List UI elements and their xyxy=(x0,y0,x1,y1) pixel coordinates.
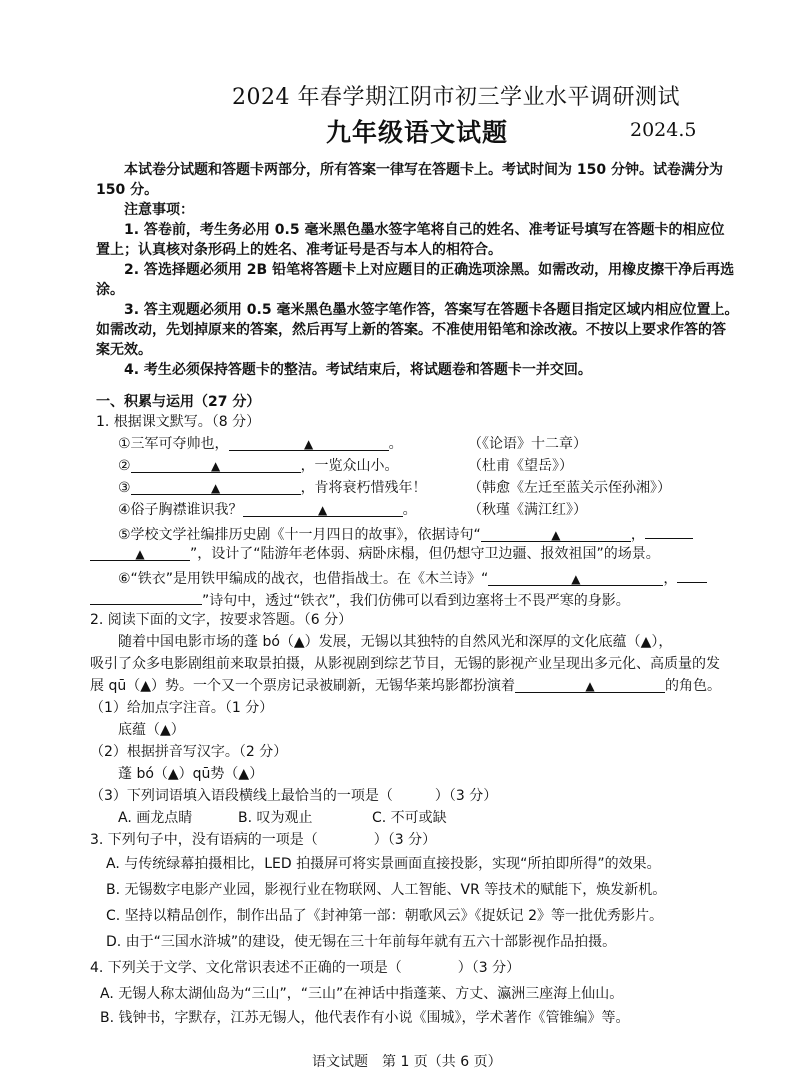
option-b[interactable]: B. 叹为观止 xyxy=(238,810,313,826)
answer-blank[interactable]: ▲ xyxy=(229,434,389,451)
reading-paragraph: 随着中国电影市场的蓬 bó（▲）发展，无锡以其独特的自然风光和深厚的文化底蕴（▲）， xyxy=(118,634,673,650)
answer-blank[interactable]: ▲ xyxy=(243,500,403,517)
instruction-item: 4. 考生必须保持答题卡的整洁。考试结束后，将试题卷和答题卡一并交回。 xyxy=(124,362,592,378)
recitation-line: ”诗句中，透过“铁衣”，我们仿佛可以看到边塞将士不畏严寒的身影。 xyxy=(90,588,630,611)
exam-title: 2024 年春学期江阴市初三学业水平调研测试 xyxy=(232,85,680,110)
answer-blank[interactable] xyxy=(677,566,707,583)
answer-blank[interactable]: ▲ xyxy=(488,569,663,586)
sub-question: （2）根据拼音写汉字。（2 分） xyxy=(90,744,288,760)
answer-blank[interactable] xyxy=(645,522,693,539)
answer-blank[interactable]: ▲ xyxy=(515,676,665,693)
question-title: 4. 下列关于文学、文化常识表述不正确的一项是（ ）（3 分） xyxy=(90,960,521,976)
instruction-item: 案无效。 xyxy=(96,342,152,358)
instruction-item: 1. 答卷前，考生务必用 0.5 毫米黑色墨水签字笔将自己的姓名、准考证号填写在答题卡的相应位 xyxy=(124,222,725,238)
reading-paragraph: 展 qū（▲）势。一个又一个票房记录被刷新，无锡华莱坞影都扮演着 ▲ 的角色。 xyxy=(90,678,721,694)
option-b[interactable]: B. 钱钟书，字默存，江苏无锡人，他代表作有小说《围城》，学术著作《管锥编》等。 xyxy=(100,1010,630,1026)
intro-line: 150 分。 xyxy=(96,182,159,198)
recitation-line: ③ ▲ ，肯将衰朽惜残年！ xyxy=(118,480,427,496)
exam-subtitle: 九年级语文试题 xyxy=(326,118,509,147)
question-title: 1. 根据课文默写。（8 分） xyxy=(96,414,261,430)
answer-blank[interactable]: ▲ xyxy=(131,456,301,473)
section-heading: 一、积累与运用（27 分） xyxy=(96,394,261,410)
option-c[interactable]: C. 不可或缺 xyxy=(372,810,447,826)
answer-blank[interactable] xyxy=(90,588,202,605)
option-b[interactable]: B. 无锡数字电影产业园，影视行业在物联网、人工智能、VR 等技术的赋能下，焕发新机。 xyxy=(106,882,667,898)
notice-title: 注意事项： xyxy=(124,202,194,218)
recitation-line: ② ▲ ，一览众山小。 xyxy=(118,458,399,474)
instruction-item: 3. 答主观题必须用 0.5 毫米黑色墨水签字笔作答，答案写在答题卡各题目指定区域内相应位置上。 xyxy=(124,302,739,318)
question-title: 3. 下列句子中，没有语病的一项是（ ）（3 分） xyxy=(90,832,437,848)
recitation-line: ①三军可夺帅也， ▲ 。 xyxy=(118,436,403,452)
intro-line: 本试卷分试题和答题卡两部分，所有答案一律写在答题卡上。考试时间为 150 分钟。试卷满分为 xyxy=(124,162,723,178)
instruction-item: 2. 答选择题必须用 2B 铅笔将答题卡上对应题目的正确选项涂黑。如需改动，用橡皮擦干净后再选 xyxy=(124,262,735,278)
recitation-line: ⑤学校文学社编排历史剧《十一月四日的故事》，依据诗句“ ▲ ， xyxy=(118,522,693,545)
reading-paragraph: 吸引了众多电影剧组前来取景拍摄，从影视剧到综艺节目，无锡的影视产业呈现出多元化、高质量的发 xyxy=(90,656,720,672)
recitation-source: （秋瑾《满江红》） xyxy=(468,502,587,518)
sub-question: （3）下列词语填入语段横线上最恰当的一项是（ ）（3 分） xyxy=(90,788,498,804)
option-c[interactable]: C. 坚持以精品创作，制作出品了《封神第一部：朝歌风云》《捉妖记 2》等一批优秀影片。 xyxy=(106,908,664,924)
sub-question-answer: 底蕴（▲） xyxy=(118,722,185,738)
recitation-line: ④俗子胸襟谁识我？ ▲ 。 xyxy=(118,502,417,518)
question-title: 2. 阅读下面的文字，按要求答题。（6 分） xyxy=(90,612,353,628)
answer-blank[interactable]: ▲ xyxy=(90,544,190,561)
instruction-item: 涂。 xyxy=(96,282,124,298)
recitation-source: （韩愈《左迁至蓝关示侄孙湘》） xyxy=(468,480,671,496)
recitation-line: ⑥“铁衣”是用铁甲编成的战衣，也借指战士。在《木兰诗》“ ▲ ， xyxy=(118,566,707,589)
option-a[interactable]: A. 无锡人称太湖仙岛为“三山”，“三山”在神话中指蓬莱、方丈、瀛洲三座海上仙山。 xyxy=(100,986,624,1002)
recitation-source: （杜甫《望岳》） xyxy=(468,458,573,474)
instruction-item: 如需改动，先划掉原来的答案，然后再写上新的答案。不准使用铅笔和涂改液。不按以上要求作答的答 xyxy=(96,322,726,338)
sub-question: （1）给加点字注音。（1 分） xyxy=(90,700,274,716)
recitation-line: ▲ ”，设计了“陆游年老体弱、病卧床榻，但仍想守卫边疆、报效祖国”的场景。 xyxy=(90,544,660,564)
answer-blank[interactable]: ▲ xyxy=(131,478,301,495)
page-footer: 语文试题 第 1 页（共 6 页） xyxy=(312,1054,502,1070)
sub-question-answer: 蓬 bó（▲）qū势（▲） xyxy=(118,766,264,782)
answer-blank[interactable]: ▲ xyxy=(481,525,631,542)
option-a[interactable]: A. 画龙点睛 xyxy=(118,810,193,826)
option-a[interactable]: A. 与传统绿幕拍摄相比，LED 拍摄屏可将实景画面直接投影，实现“所拍即所得”的效果。 xyxy=(106,856,661,872)
option-d[interactable]: D. 由于“三国水浒城”的建设，使无锡在三十年前每年就有五六十部影视作品拍摄。 xyxy=(106,934,617,950)
recitation-source: （《论语》十二章） xyxy=(468,436,587,452)
exam-date: 2024.5 xyxy=(630,119,697,141)
instruction-item: 置上；认真核对条形码上的姓名、准考证号是否与本人的相符合。 xyxy=(96,242,502,258)
